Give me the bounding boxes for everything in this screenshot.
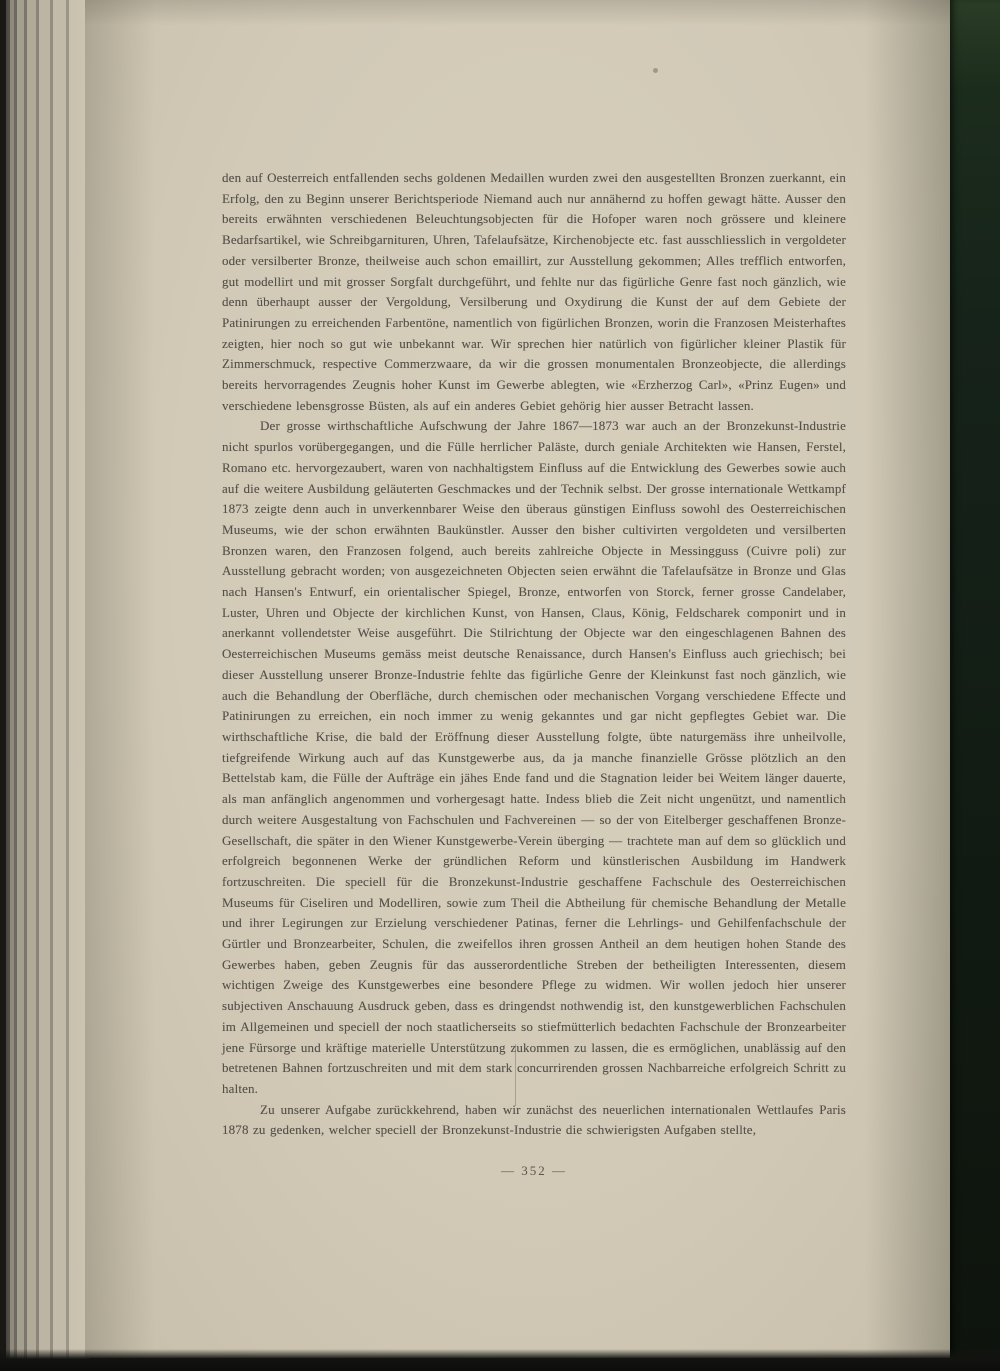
scan-artifact-line <box>515 1044 516 1106</box>
page-text <box>222 168 846 1141</box>
scan-bottom-shadow <box>0 1349 1000 1371</box>
print-speck <box>653 68 658 73</box>
book-cover-edge <box>950 0 1000 1371</box>
page-number: — 352 — <box>501 1163 567 1178</box>
paragraph: Zu unserer Aufgabe zurückkehrend, haben wir zunächst des neuerlichen internationalen Wettlaufes Paris 1878 zu gedenken, welcher speciell der Bronzekunst-Industrie die schwierigsten Aufgaben stellte, <box>222 1101 846 1138</box>
paragraph: Der grosse wirthschaftliche Aufschwung der Jahre 1867—1873 war auch an der Bronzekunst-Industrie nicht spurlos vorübergegangen, und die Fülle herrlicher Paläste, durch geniale Architekten wie Hansen, Ferstel, Romano etc. hervorgezaubert, waren von nachhaltigstem Einfluss auf die Entwicklung des Gewerbes sowie auch auf die weitere Ausbildung geläuterten Geschmackes und der Technik selbst. Der grosse internationale Wettkampf 1873 zeigte denn auch in unverkennbarer Weise den überaus günstigen Einfluss sowohl des Oesterreichischen Museums, wie der schon erwähnten Baukünstler. Ausser den bisher cultivirten vergoldeten und versilberten Bronzen waren, den Franzosen folgend, auch bereits zahlreiche Objecte in Messingguss (Cuivre poli) zur Ausstellung gebracht worden; von ausgezeichneten Objecten seien erwähnt die Tafelaufsätze in Bronze und Glas nach Hansen's Entwurf, ein orientalischer Spiegel, Bronze, entworfen von Storck, ferner grosse Candelaber, Luster, Uhren und Objecte der kirchlichen Kunst, von Hansen, Claus, König, Feldscharek componirt und in anerkannt vollendetster Weise ausgeführt. Die Stilrichtung der Objecte war den eingeschlagenen Bahnen des Oesterreichischen Museums gemäss meist deutsche Renaissance, durch Hansen's Einfluss auch griechisch; bei dieser Ausstellung unserer Bronze-Industrie fehlte das figürliche Genre der Kleinkunst fast noch gänzlich, wie auch die Behandlung der Oberfläche, durch chemischen oder mechanischen Vorgang verschiedene Effecte und Patinirungen zu erreichen, ein noch immer zu wenig gekanntes und gar nicht gepflegtes Gebiet war. Die wirthschaftliche Krise, die bald der Eröffnung dieser Ausstellung folgte, übte naturgemäss ihre unheilvolle, tiefgreifende Wirkung auch auf das Kunstgewerbe aus, da ja manche finanzielle Grösse plötzlich an den Bettelstab kam, die Fülle der Aufträge ein jähes Ende fand und die Stagnation leider bei Weitem länger dauerte, als man anfänglich angenommen und vorhergesagt hatte. Indess blieb die Zeit nicht ungenützt, und namentlich durch weitere Ausgestaltung von Fachschulen und Fachvereinen — so der von Eitelberger geschaffenen Bronze-Gesellschaft, die später in den Wiener Kunstgewerbe-Verein überging — trachtete man auf dem so glücklich und erfolgreich begonnenen Werke der gründlichen Reform und künstlerischen Ausbildung im Handwerk fortzuschreiten. Die speciell für die Bronzekunst-Industrie geschaffene Fachschule des Oesterreichischen Museums für Ciseliren und Modelliren, sowie zum Theil die Abtheilung für chemische Behandlung der Metalle und ihrer Legirungen zur Erzielung verschiedener Patinas, ferner die Lehrlings- und Gehilfenfachschule der Gürtler und Bronzearbeiter, Schulen, die zweifellos ihren grossen Antheil an dem heutigen hohen Stande des Gewerbes haben, geben Zeugnis für das ausserordentliche Streben der betheiligten Interessenten, diesem wichtigen Zweige des Kunstgewerbes eine besondere Pflege zu widmen. Wir wollen jedoch hier unserer subjectiven Anschauung Ausdruck geben, dass es dringendst nothwendig ist, den kunstgewerblichen Fachschulen im Allgemeinen und speciell der noch staatlicherseits so stiefmütterlich bedachten Fachschule der Bronzearbeiter jene Fürsorge und kräftige materielle Unterstützung zukommen zu lassen, die es ermöglichen, unablässig auf den betretenen Bahnen fortzuschreiten und mit dem stark concurrirenden grossen Nachbarreiche erfolgreich Schritt zu halten. <box>222 418 846 1096</box>
book-page <box>85 0 952 1358</box>
paragraph: den auf Oesterreich entfallenden sechs goldenen Medaillen wurden zwei den ausgestellten Bronzen zuerkannt, ein Erfolg, den zu Beginn unserer Berichtsperiode Niemand auch nur annähernd zu hoffen gewagt hätte. Ausser den bereits erwähnten verschiedenen Beleuchtungsobjecten für die Hofoper waren noch grössere und kleinere Bedarfsartikel, wie Schreibgarnituren, Uhren, Tafelaufsätze, Kirchenobjecte etc. fast ausschliesslich in vergoldeter oder versilberter Bronze, theilweise auch schon emaillirt, zur Ausstellung gekommen; Alles trefflich entworfen, gut modellirt und mit grosser Sorgfalt durchgeführt, und fehlte nur das figürliche Genre fast noch gänzlich, wie denn überhaupt ausser der Vergoldung, Versilberung und Oxydirung die Kunst der auf dem Gebiete der Patinirungen zu erreichenden Farbentöne, namentlich von figürlichen Bronzen, worin die Franzosen Meisterhaftes zeigten, hier noch so gut wie unbekannt war. Wir sprechen hier natürlich von figürlicher kleiner Plastik für Zimmerschmuck, respective Commerzwaare, da wir die grossen monumentalen Bronzeobjecte, die allerdings bereits hervorragendes Zeugnis hoher Kunst im Gewerbe ablegten, wie «Erzherzog Carl», «Prinz Eugen» und verschiedene lebensgrosse Büsten, als auf ein anderes Gebiet gehörig hier ausser Betracht lassen. <box>222 170 846 413</box>
book-page-edges <box>0 0 90 1371</box>
